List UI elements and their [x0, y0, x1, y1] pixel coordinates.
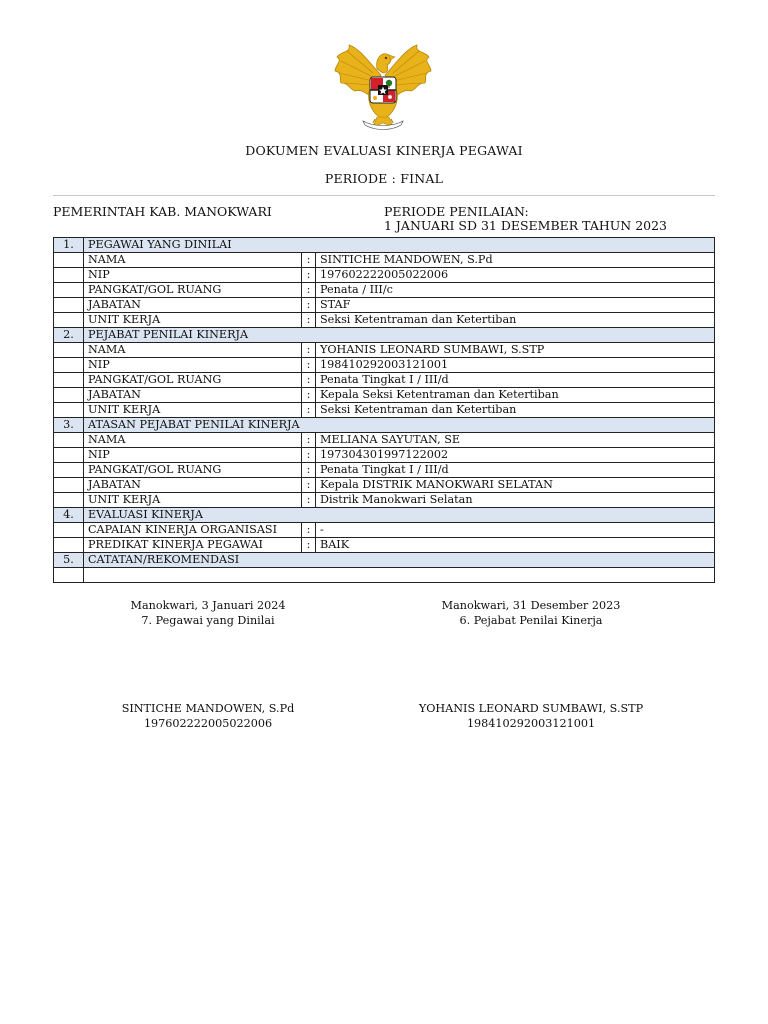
number-cell-empty — [54, 523, 84, 538]
colon-separator: : — [302, 373, 316, 388]
colon-separator: : — [302, 448, 316, 463]
section-title: PEJABAT PENILAI KINERJA — [84, 328, 715, 343]
field-value: Penata / III/c — [316, 283, 715, 298]
table-row — [54, 283, 715, 298]
field-value: SINTICHE MANDOWEN, S.Pd — [316, 253, 715, 268]
field-label: JABATAN — [84, 478, 302, 493]
colon-separator: : — [302, 388, 316, 403]
field-value: STAF — [316, 298, 715, 313]
number-cell-empty — [54, 568, 84, 583]
evaluation-table — [53, 237, 715, 583]
section-header-row — [54, 328, 715, 343]
field-value: Kepala Seksi Ketentraman dan Ketertiban — [316, 388, 715, 403]
field-label: CAPAIAN KINERJA ORGANISASI — [84, 523, 302, 538]
colon-separator: : — [302, 523, 316, 538]
field-label: NIP — [84, 448, 302, 463]
garuda-emblem-icon — [333, 43, 433, 131]
section-header-row — [54, 238, 715, 253]
field-value: Penata Tingkat I / III/d — [316, 463, 715, 478]
left-place-date: Manokwari, 3 Januari 2024 — [130, 599, 286, 612]
field-value: YOHANIS LEONARD SUMBAWI, S.STP — [316, 343, 715, 358]
right-signer-nip: 198410292003121001 — [466, 717, 596, 730]
document-title: DOKUMEN EVALUASI KINERJA PEGAWAI — [245, 143, 523, 158]
document-periode: PERIODE : FINAL — [324, 171, 444, 186]
notes-cell — [84, 568, 715, 583]
section-title: EVALUASI KINERJA — [84, 508, 715, 523]
field-label: PANGKAT/GOL RUANG — [84, 283, 302, 298]
instansi-label: PEMERINTAH KAB. MANOKWARI — [53, 204, 272, 219]
colon-separator: : — [302, 283, 316, 298]
colon-separator: : — [302, 343, 316, 358]
section-number: 3. — [54, 418, 84, 433]
field-value: 198410292003121001 — [316, 358, 715, 373]
field-label: UNIT KERJA — [84, 403, 302, 418]
table-row — [54, 268, 715, 283]
section-header-row — [54, 418, 715, 433]
periode-penilaian-label: PERIODE PENILAIAN: — [384, 204, 529, 219]
left-signer-name: SINTICHE MANDOWEN, S.Pd — [121, 702, 295, 715]
number-cell-empty — [54, 298, 84, 313]
number-cell-empty — [54, 388, 84, 403]
field-value: 197304301997122002 — [316, 448, 715, 463]
field-value: BAIK — [316, 538, 715, 553]
table-row — [54, 478, 715, 493]
number-cell-empty — [54, 313, 84, 328]
field-label: NIP — [84, 358, 302, 373]
table-row — [54, 388, 715, 403]
number-cell-empty — [54, 268, 84, 283]
number-cell-empty — [54, 538, 84, 553]
field-value: - — [316, 523, 715, 538]
field-label: JABATAN — [84, 388, 302, 403]
table-row — [54, 298, 715, 313]
table-row — [54, 343, 715, 358]
field-value: Penata Tingkat I / III/d — [316, 373, 715, 388]
table-row — [54, 313, 715, 328]
left-role: 7. Pegawai yang Dinilai — [141, 614, 275, 627]
table-row — [54, 403, 715, 418]
number-cell-empty — [54, 448, 84, 463]
section-number: 1. — [54, 238, 84, 253]
field-value: Seksi Ketentraman dan Ketertiban — [316, 403, 715, 418]
section-title: ATASAN PEJABAT PENILAI KINERJA — [84, 418, 715, 433]
number-cell-empty — [54, 358, 84, 373]
field-label: UNIT KERJA — [84, 313, 302, 328]
section-header-row — [54, 553, 715, 568]
field-label: UNIT KERJA — [84, 493, 302, 508]
section-header-row — [54, 508, 715, 523]
left-signer-nip: 197602222005022006 — [143, 717, 273, 730]
section-number: 2. — [54, 328, 84, 343]
field-label: PREDIKAT KINERJA PEGAWAI — [84, 538, 302, 553]
colon-separator: : — [302, 403, 316, 418]
section-number: 4. — [54, 508, 84, 523]
right-signer-name: YOHANIS LEONARD SUMBAWI, S.STP — [418, 702, 644, 715]
table-row — [54, 538, 715, 553]
colon-separator: : — [302, 463, 316, 478]
field-value: 197602222005022006 — [316, 268, 715, 283]
field-label: NIP — [84, 268, 302, 283]
colon-separator: : — [302, 538, 316, 553]
table-row — [54, 373, 715, 388]
colon-separator: : — [302, 478, 316, 493]
colon-separator: : — [302, 433, 316, 448]
field-value: Distrik Manokwari Selatan — [316, 493, 715, 508]
field-value: MELIANA SAYUTAN, SE — [316, 433, 715, 448]
number-cell-empty — [54, 253, 84, 268]
field-value: Seksi Ketentraman dan Ketertiban — [316, 313, 715, 328]
colon-separator: : — [302, 268, 316, 283]
table-row — [54, 448, 715, 463]
number-cell-empty — [54, 343, 84, 358]
colon-separator: : — [302, 298, 316, 313]
number-cell-empty — [54, 433, 84, 448]
field-label: NAMA — [84, 343, 302, 358]
field-label: JABATAN — [84, 298, 302, 313]
number-cell-empty — [54, 493, 84, 508]
empty-notes-row — [54, 568, 715, 583]
colon-separator: : — [302, 358, 316, 373]
field-value: Kepala DISTRIK MANOKWARI SELATAN — [316, 478, 715, 493]
table-row — [54, 253, 715, 268]
table-row — [54, 463, 715, 478]
section-title: CATATAN/REKOMENDASI — [84, 553, 715, 568]
number-cell-empty — [54, 373, 84, 388]
table-row — [54, 493, 715, 508]
header-divider — [53, 195, 715, 196]
number-cell-empty — [54, 403, 84, 418]
colon-separator: : — [302, 493, 316, 508]
field-label: PANGKAT/GOL RUANG — [84, 463, 302, 478]
section-number: 5. — [54, 553, 84, 568]
field-label: NAMA — [84, 433, 302, 448]
colon-separator: : — [302, 313, 316, 328]
right-place-date: Manokwari, 31 Desember 2023 — [441, 599, 621, 612]
number-cell-empty — [54, 463, 84, 478]
colon-separator: : — [302, 253, 316, 268]
right-role: 6. Pejabat Penilai Kinerja — [459, 614, 603, 627]
table-row — [54, 358, 715, 373]
field-label: PANGKAT/GOL RUANG — [84, 373, 302, 388]
number-cell-empty — [54, 478, 84, 493]
table-row — [54, 523, 715, 538]
periode-penilaian-value: 1 JANUARI SD 31 DESEMBER TAHUN 2023 — [384, 218, 668, 233]
table-row — [54, 433, 715, 448]
section-title: PEGAWAI YANG DINILAI — [84, 238, 715, 253]
field-label: NAMA — [84, 253, 302, 268]
number-cell-empty — [54, 283, 84, 298]
